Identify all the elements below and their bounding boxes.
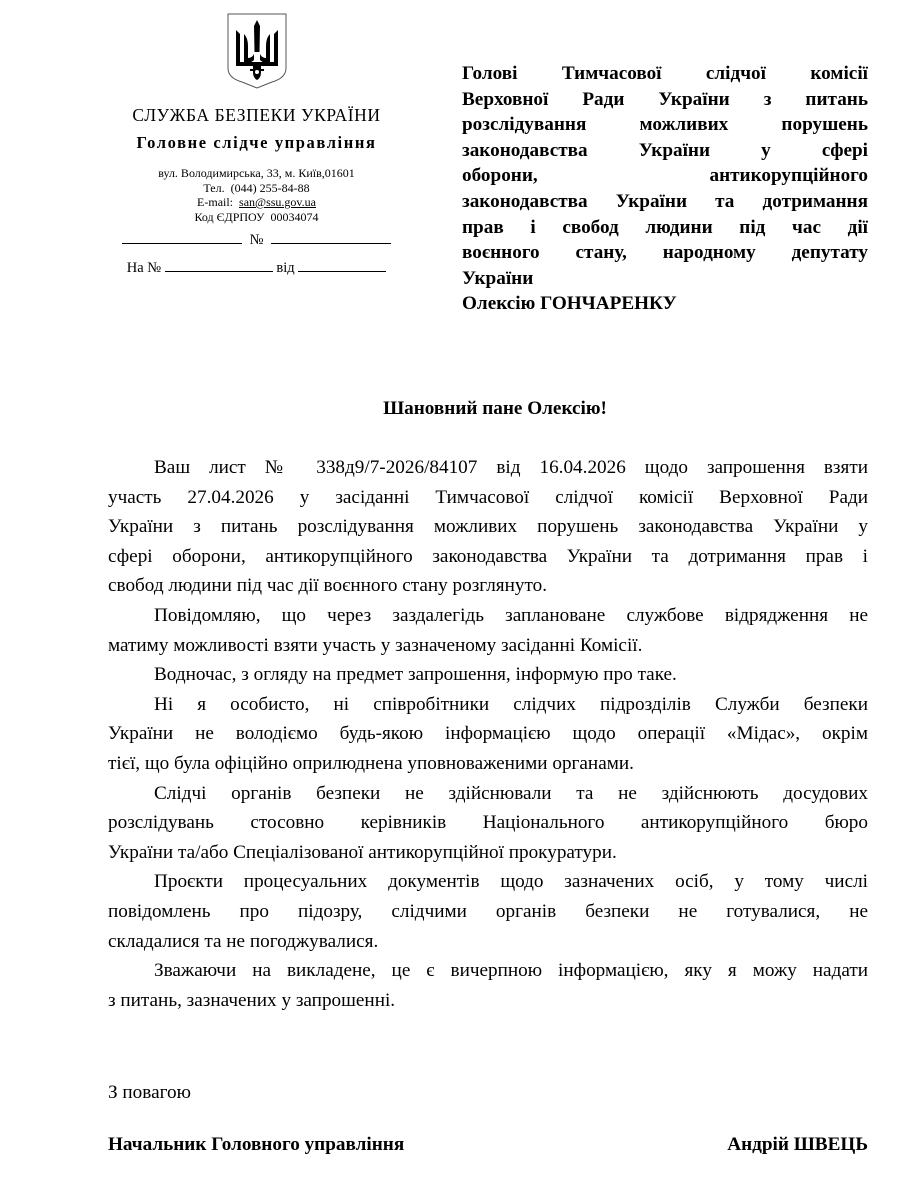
email-label: E-mail: [197, 195, 234, 209]
addressee-line: розслідування можливих порушень [462, 114, 868, 136]
incoming-number-blank [165, 257, 273, 272]
outgoing-date-blank [122, 229, 242, 244]
organization-name: СЛУЖБА БЕЗПЕКИ УКРАЇНИ [132, 105, 381, 125]
addressee-block [462, 61, 868, 317]
body-line: повідомлень про підозру, слідчими органів безпеки не готувалися, не [108, 900, 868, 922]
body-line: Ваш лист № 338д9/7-2026/84107 від 16.04.2026 щодо запрошення взяти [154, 457, 868, 478]
edrpou-code: 00034074 [270, 209, 319, 224]
body-line: з питань, зазначених у запрошенні. [108, 989, 396, 1011]
incoming-date-blank [298, 257, 386, 272]
phone-label: Тел. [203, 180, 225, 195]
body-paragraph [108, 453, 868, 601]
closing-phrase: З повагою [108, 1082, 191, 1103]
incoming-date-label: від [276, 260, 295, 276]
body-line: України не володіємо будь-якою інформацією щодо операції «Мідас», окрім [108, 723, 868, 745]
address: вул. Володимирська, 33, м. Київ,01601 [158, 166, 355, 180]
body-line: участь 27.04.2026 у засіданні Тимчасової слідчої комісії Верховної Ради [108, 486, 868, 508]
body-line: матиму можливості взяти участь у зазначеному засіданні Комісії. [108, 634, 643, 656]
addressee-line: воєнного стану, народному депутату [462, 242, 868, 264]
outgoing-number-label: № [249, 232, 264, 248]
body-paragraph [108, 956, 868, 1015]
addressee-line: прав і свобод людини під час дії [462, 216, 868, 238]
body-line: Зважаючи на викладене, це є вичерпною інформацією, яку я можу надати [154, 960, 868, 982]
body-line: Ні я особисто, ні співробітники слідчих підрозділів Служби безпеки [154, 693, 868, 715]
body-line: Проєкти процесуальних документів щодо зазначених осіб, у тому числі [154, 871, 868, 893]
addressee-line: Голові Тимчасової слідчої комісії [462, 63, 868, 84]
ukraine-coat-of-arms-icon [226, 12, 288, 90]
signer-position: Начальник Головного управління [108, 1134, 405, 1155]
addressee-line: оборони, антикорупційного [462, 165, 868, 187]
letterhead [104, 12, 409, 276]
body-line: України та/або Спеціалізованої антикорупційної прокуратури. [108, 841, 617, 863]
contact-block [104, 166, 409, 224]
body-paragraph [108, 660, 868, 690]
addressee-name: Олексію ГОНЧАРЕНКУ [462, 293, 677, 315]
phone-line [104, 181, 409, 196]
email-link[interactable]: san@ssu.gov.ua [239, 195, 316, 209]
signer-name: Андрій ШВЕЦЬ [727, 1134, 868, 1155]
incoming-registration-row [104, 257, 409, 277]
salutation: Шановний пане Олексію! [383, 398, 607, 419]
body-line: сфері оборони, антикорупційного законодавства України та дотримання прав і [108, 545, 868, 567]
body-line: тієї, що була офіційно оприлюднена уповноваженими органами. [108, 752, 634, 774]
body-paragraph [108, 601, 868, 660]
incoming-number-label: На № [126, 260, 162, 276]
edrpou-label: Код ЄДРПОУ [194, 209, 265, 224]
body-line: Повідомляю, що через заздалегідь заплановане службове відрядження не [154, 604, 868, 626]
body-line: Водночас, з огляду на предмет запрошення, інформую про таке. [154, 664, 677, 686]
body-paragraph [108, 779, 868, 868]
body-paragraph [108, 867, 868, 956]
body-line: свобод людини під час дії воєнного стану розглянуто. [108, 575, 547, 597]
body-paragraph [108, 690, 868, 779]
outgoing-number-blank [271, 229, 391, 244]
addressee-line: законодавства України у сфері [462, 139, 868, 161]
body-line: розслідувань стосовно керівників Національного антикорупційного бюро [108, 812, 868, 834]
addressee-line: законодавства України та дотримання [462, 190, 868, 212]
addressee-line: України [462, 267, 534, 289]
department-name: Головне слідче управління [136, 133, 377, 152]
body-line: складалися та не погоджувалися. [108, 930, 379, 952]
outgoing-registration-row [104, 229, 409, 249]
email-line [104, 195, 409, 210]
body-line: України з питань розслідування можливих порушень законодавства України у [108, 516, 868, 538]
body-line: Слідчі органів безпеки не здійснювали та не здійснюють досудових [154, 782, 868, 804]
phone-number: (044) 255-84-88 [230, 180, 310, 195]
addressee-line: Верховної Ради України з питань [462, 88, 868, 110]
letter-body [108, 453, 868, 1015]
edrpou-line [104, 210, 409, 225]
